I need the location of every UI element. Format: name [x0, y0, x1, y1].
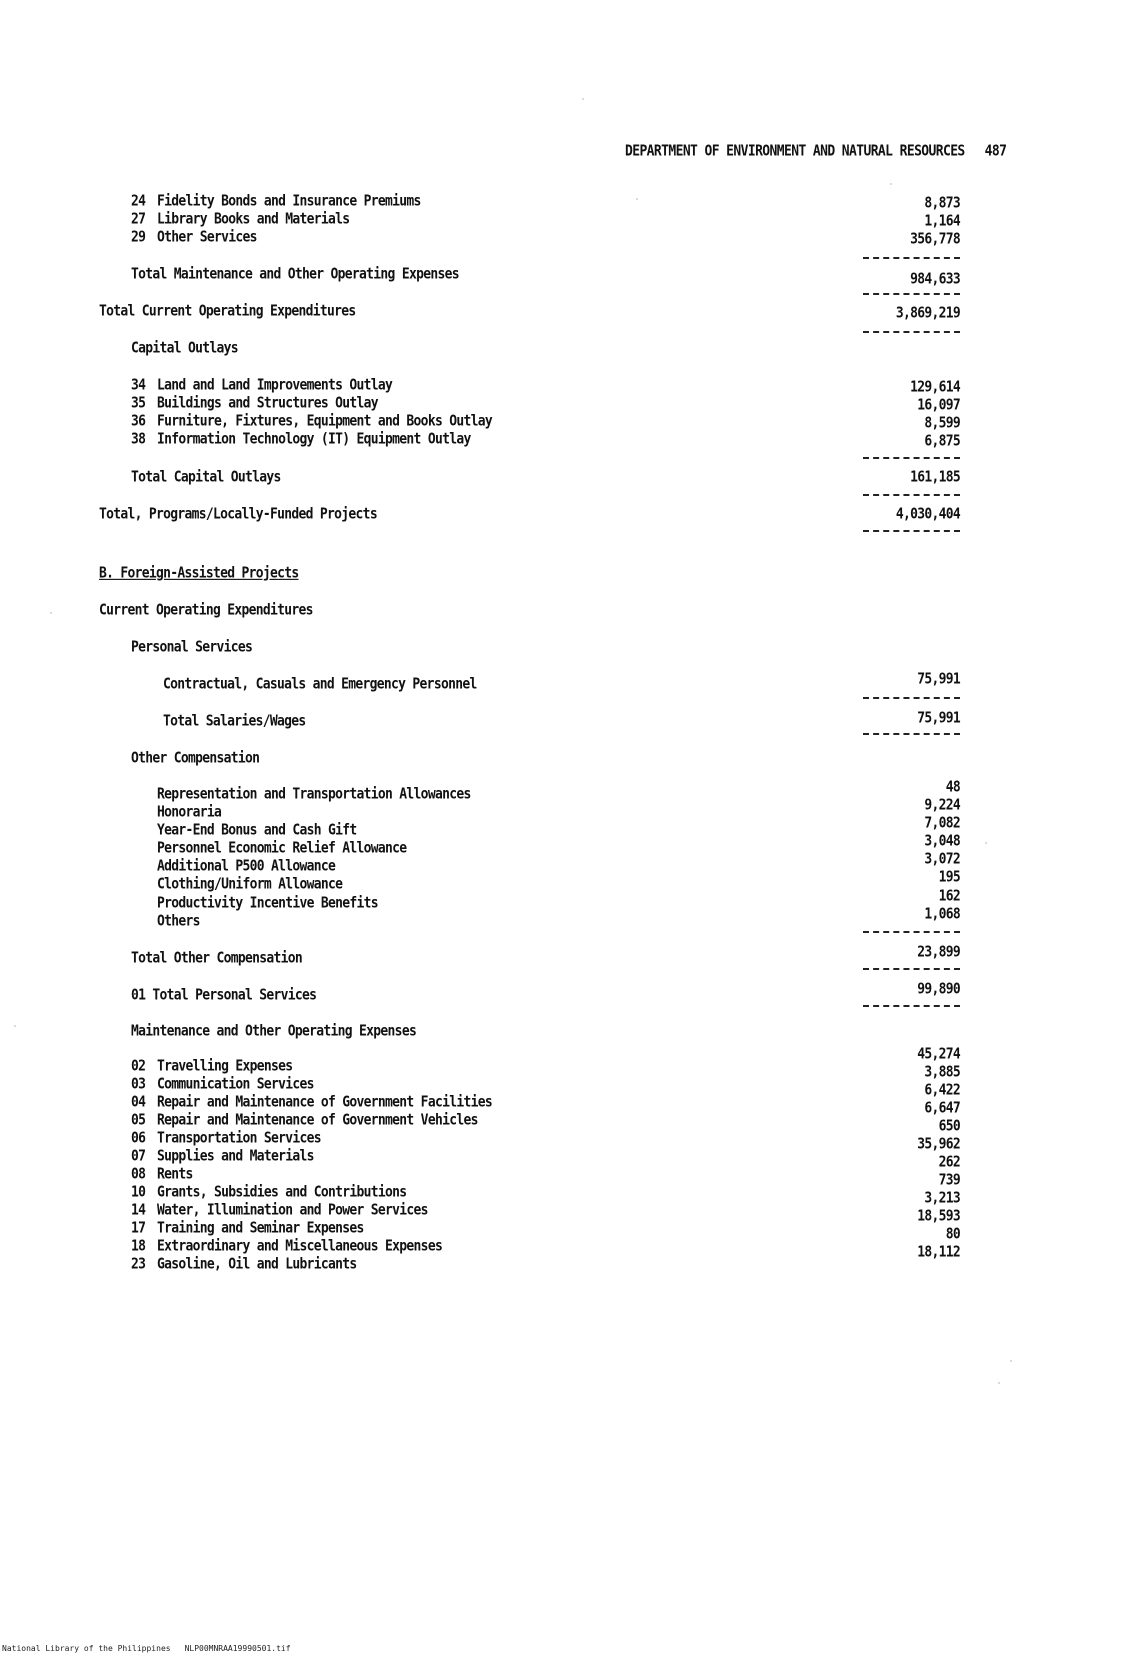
item-label: Extraordinary and Miscellaneous Expenses: [157, 1238, 443, 1256]
item-amount: 80: [945, 1226, 960, 1244]
item-amount: 18,112: [917, 1244, 960, 1262]
line-item: [0, 869, 1144, 894]
personal-services-heading: Personal Services: [131, 639, 253, 657]
total-label: Total Capital Outlays: [131, 469, 281, 487]
scan-speck: [582, 98, 584, 100]
line-item: [0, 229, 1144, 247]
total-salaries-row: [0, 710, 1144, 731]
capital-outlays-heading: Capital Outlays: [131, 340, 238, 358]
total-amount: 3,869,219: [895, 305, 960, 323]
scan-footer: [2, 1644, 291, 1653]
item-amount: 1,068: [924, 906, 960, 924]
item-amount: 739: [938, 1172, 960, 1190]
item-label: Additional P500 Allowance: [157, 858, 336, 876]
section-title: [0, 565, 1144, 583]
total-label: Total Salaries/Wages: [163, 713, 306, 731]
item-label: Supplies and Materials: [157, 1148, 314, 1166]
total-amount: 23,899: [917, 944, 960, 962]
subtotal-rule: [863, 968, 960, 970]
object-code: 07: [131, 1148, 146, 1166]
object-code: 02: [131, 1058, 146, 1076]
item-label: Representation and Transportation Allowances: [157, 786, 471, 804]
total-label: 01 Total Personal Services: [131, 987, 317, 1005]
line-item: [0, 797, 1144, 822]
section-heading: [0, 1023, 1144, 1041]
item-amount: 16,097: [917, 397, 960, 415]
object-code: 06: [131, 1130, 146, 1148]
object-code: 36: [131, 413, 146, 431]
section-heading: [0, 602, 1144, 620]
item-label: Rents: [157, 1166, 193, 1184]
line-item: [0, 1046, 1144, 1076]
item-amount: 650: [938, 1118, 960, 1136]
item-label: Communication Services: [157, 1076, 314, 1094]
line-item: [0, 888, 1144, 913]
item-label: Training and Seminar Expenses: [157, 1220, 364, 1238]
object-code: 38: [131, 431, 146, 449]
line-item: [0, 395, 1144, 413]
library-credit: National Library of the Philippines: [2, 1644, 171, 1653]
total-capital-row: [0, 469, 1144, 487]
subtotal-rule: [863, 331, 960, 333]
total-amount: 984,633: [910, 271, 960, 289]
item-label: Honoraria: [157, 804, 222, 822]
item-label: Fidelity Bonds and Insurance Premiums: [157, 193, 421, 211]
object-code: 24: [131, 193, 146, 211]
subtotal-rule: [863, 1005, 960, 1007]
item-amount: 1,164: [924, 213, 960, 231]
item-amount: 262: [938, 1154, 960, 1172]
item-label: Water, Illumination and Power Services: [157, 1202, 428, 1220]
total-amount: 161,185: [910, 469, 960, 487]
section-heading: [0, 639, 1144, 657]
contractual-row: [0, 671, 1144, 694]
item-label: Gasoline, Oil and Lubricants: [157, 1256, 357, 1274]
item-amount: 7,082: [924, 815, 960, 833]
scan-filename: NLP00MNRAA19990501.tif: [184, 1644, 291, 1653]
total-mooe-row: [0, 266, 1144, 289]
item-label: Buildings and Structures Outlay: [157, 395, 378, 413]
current-expenditures-heading: Current Operating Expenditures: [99, 602, 313, 620]
item-label: Contractual, Casuals and Emergency Personnel: [163, 676, 477, 694]
item-label: Clothing/Uniform Allowance: [157, 876, 343, 894]
line-item: [0, 779, 1144, 804]
item-amount: 356,778: [910, 231, 960, 249]
item-amount: 75,991: [917, 671, 960, 689]
item-amount: 6,422: [924, 1082, 960, 1100]
line-item: [0, 851, 1144, 876]
object-code: 35: [131, 395, 146, 413]
object-code: 05: [131, 1112, 146, 1130]
line-item: [0, 193, 1144, 211]
scan-speck: [998, 1382, 1000, 1384]
subtotal-rule: [863, 697, 960, 699]
item-amount: 6,875: [924, 433, 960, 451]
item-amount: 8,599: [924, 415, 960, 433]
line-item: [0, 377, 1144, 395]
other-compensation-heading: Other Compensation: [131, 750, 260, 768]
subtotal-rule: [863, 293, 960, 295]
total-amount: 75,991: [917, 710, 960, 728]
object-code: 17: [131, 1220, 146, 1238]
total-ps-row: [0, 981, 1144, 1005]
object-code: 23: [131, 1256, 146, 1274]
total-label: Total Maintenance and Other Operating Expenses: [131, 266, 459, 284]
item-label: Furniture, Fixtures, Equipment and Books Outlay: [157, 413, 492, 431]
item-label: Repair and Maintenance of Government Facilities: [157, 1094, 492, 1112]
item-amount: 35,962: [917, 1136, 960, 1154]
object-code: 34: [131, 377, 146, 395]
total-label: Total Current Operating Expenditures: [99, 303, 356, 321]
page-number: 487: [984, 143, 1007, 161]
item-amount: 129,614: [910, 379, 960, 397]
foreign-assisted-title: B. Foreign-Assisted Projects: [99, 565, 299, 583]
item-label: Library Books and Materials: [157, 211, 350, 229]
item-label: Land and Land Improvements Outlay: [157, 377, 393, 395]
header-title: DEPARTMENT OF ENVIRONMENT AND NATURAL RESOURCES: [625, 143, 965, 161]
item-label: Other Services: [157, 229, 257, 247]
object-code: 10: [131, 1184, 146, 1202]
total-amount: 99,890: [917, 981, 960, 999]
subtotal-rule: [863, 457, 960, 459]
item-amount: 8,873: [924, 195, 960, 213]
mooe-heading: Maintenance and Other Operating Expenses: [131, 1023, 417, 1041]
item-amount: 3,072: [924, 851, 960, 869]
item-label: Others: [157, 913, 200, 931]
running-header: [625, 143, 1006, 160]
item-label: Personnel Economic Relief Allowance: [157, 840, 407, 858]
object-code: 18: [131, 1238, 146, 1256]
item-label: Grants, Subsidies and Contributions: [157, 1184, 407, 1202]
item-amount: 9,224: [924, 797, 960, 815]
item-amount: 162: [938, 888, 960, 906]
section-heading: [0, 750, 1144, 768]
object-code: 29: [131, 229, 146, 247]
total-current-row: [0, 303, 1144, 321]
item-label: Year-End Bonus and Cash Gift: [157, 822, 357, 840]
total-label: Total Other Compensation: [131, 950, 303, 968]
item-amount: 3,048: [924, 833, 960, 851]
item-amount: 48: [945, 779, 960, 797]
total-programs-row: [0, 506, 1144, 524]
object-code: 08: [131, 1166, 146, 1184]
item-amount: 45,274: [917, 1046, 960, 1064]
subtotal-rule: [863, 257, 960, 259]
item-label: Productivity Incentive Benefits: [157, 895, 378, 913]
item-amount: 195: [938, 869, 960, 887]
line-item: [0, 211, 1144, 229]
section-heading: [0, 340, 1144, 358]
object-code: 04: [131, 1094, 146, 1112]
total-label: Total, Programs/Locally-Funded Projects: [99, 506, 377, 524]
item-amount: 6,647: [924, 1100, 960, 1118]
subtotal-rule: [863, 733, 960, 735]
scan-speck: [1010, 1360, 1012, 1362]
line-item: [0, 833, 1144, 858]
item-amount: 18,593: [917, 1208, 960, 1226]
subtotal-rule: [863, 494, 960, 496]
total-other-comp-row: [0, 944, 1144, 968]
subtotal-rule: [863, 931, 960, 933]
item-amount: 3,885: [924, 1064, 960, 1082]
line-item: [0, 413, 1144, 431]
object-code: 03: [131, 1076, 146, 1094]
item-label: Repair and Maintenance of Government Vehicles: [157, 1112, 478, 1130]
item-label: Travelling Expenses: [157, 1058, 293, 1076]
item-amount: 3,213: [924, 1190, 960, 1208]
line-item: [0, 431, 1144, 449]
object-code: 27: [131, 211, 146, 229]
line-item: [0, 906, 1144, 931]
line-item: [0, 815, 1144, 840]
scan-speck: [890, 183, 892, 185]
item-label: Information Technology (IT) Equipment Outlay: [157, 431, 471, 449]
total-amount: 4,030,404: [895, 506, 960, 524]
subtotal-rule: [863, 530, 960, 532]
object-code: 14: [131, 1202, 146, 1220]
item-label: Transportation Services: [157, 1130, 321, 1148]
